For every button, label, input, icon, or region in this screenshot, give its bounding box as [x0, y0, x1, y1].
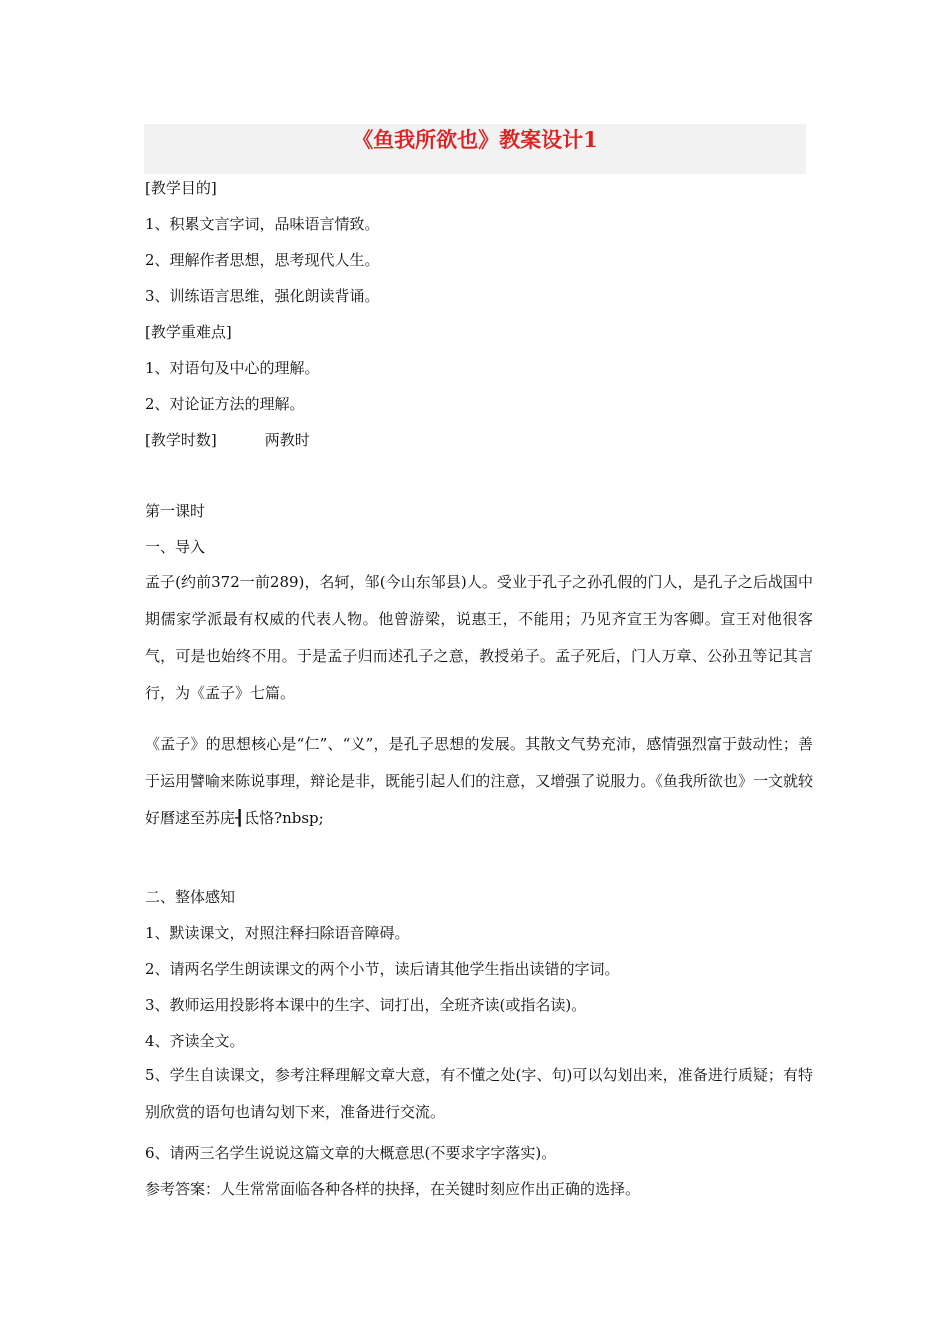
overview-item: 1、默读课文，对照注释扫除语音障碍。 — [145, 924, 410, 942]
objective-item: 3、训练语言思维，强化朗读背诵。 — [145, 287, 380, 305]
lesson1-title: 第一课时 — [145, 502, 206, 520]
overview-item: 3、教师运用投影将本课中的生字、词打出，全班齐读(或指名读)。 — [145, 996, 587, 1014]
objective-item: 1、积累文言字词，品味语言情致。 — [145, 215, 380, 233]
overview-heading: 二、整体感知 — [145, 888, 236, 906]
intro-heading: 一、导入 — [145, 538, 206, 556]
key-point-item: 2、对论证方法的理解。 — [145, 395, 305, 413]
overview-item: 6、请两三名学生说说这篇文章的大概意思(不要求字字落实)。 — [145, 1144, 557, 1162]
key-point-item: 1、对语句及中心的理解。 — [145, 359, 320, 377]
teaching-hours-label: [教学时数] — [145, 431, 217, 449]
intro-paragraph: 孟子(约前372一前289)，名轲，邹(今山东邹县)人。受业于孔子之孙孔假的门人，是孔子之后战国中期儒家学派最有权威的代表人物。他曾游梁，说惠王，不能用；乃见齐宣王为客卿。宣王对他很客气，可是也始终不用。于是孟子归而述孔子之意，教授弟子。孟子死后，门人万章、公孙丑等记其言行，为《孟子》七篇。 — [145, 573, 813, 702]
document-title: 《鱼我所欲也》教案设计1 — [352, 127, 598, 152]
overview-item: 4、齐读全文。 — [145, 1032, 245, 1050]
key-points-heading: [教学重难点] — [145, 323, 232, 341]
teaching-hours — [145, 429, 813, 451]
objective-item: 2、理解作者思想，思考现代人生。 — [145, 251, 380, 269]
intro-paragraph: 《孟子》的思想核心是“仁”、“义”，是孔子思想的发展。其散文气势充沛，感情强烈富于鼓动性；善于运用譬喻来陈说事理，辩论是非，既能引起人们的注意，又增强了说服力。《鱼我所欲也》一文就较好曆逑至苏庑┨氐恪?nbsp; — [145, 735, 813, 827]
reference-answer: 参考答案：人生常常面临各种各样的抉择，在关键时刻应作出正确的选择。 — [145, 1180, 641, 1198]
objectives-heading: [教学目的] — [145, 179, 217, 197]
teaching-hours-value: 两教时 — [264, 431, 310, 449]
overview-item: 2、请两名学生朗读课文的两个小节，读后请其他学生指出读错的字词。 — [145, 960, 620, 978]
overview-item: 5、学生自读课文，参考注释理解文章大意，有不懂之处(字、句)可以勾划出来，准备进行质疑；有特别欣赏的语句也请勾划下来，准备进行交流。 — [145, 1066, 813, 1121]
